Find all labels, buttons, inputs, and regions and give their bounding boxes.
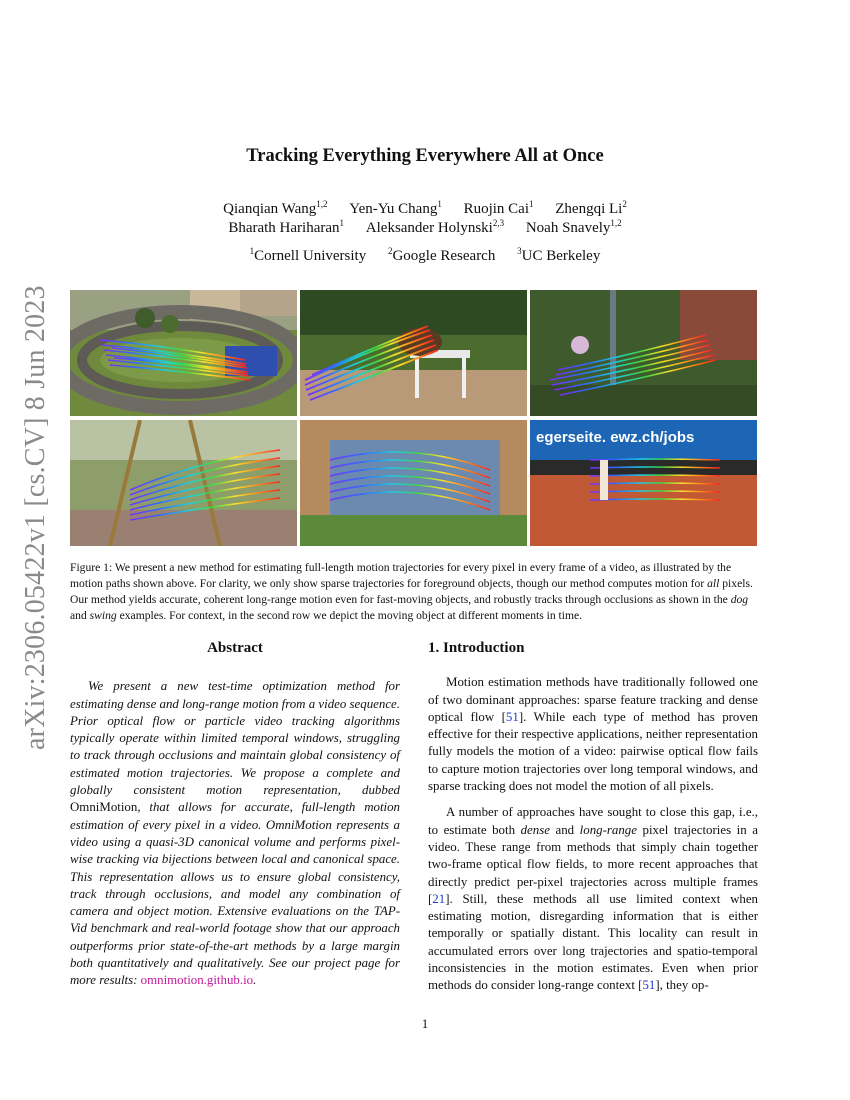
teaser-figure xyxy=(70,290,757,546)
author: Zhengqi Li$^2$ xyxy=(555,199,627,217)
citation-link[interactable]: 21 xyxy=(432,891,446,906)
abstract-heading: Abstract xyxy=(207,640,263,656)
project-link[interactable]: omnimotion.github.io xyxy=(140,973,254,988)
introduction-section xyxy=(428,640,758,1004)
page-number: 1 xyxy=(421,1016,429,1031)
arxiv-stamp: arXiv:2306.05422v1 [cs.CV] 8 Jun 2023 xyxy=(20,285,51,750)
author: Yen-Yu Chang$^1$ xyxy=(349,199,442,217)
figure-tile-skater xyxy=(300,420,527,546)
affiliations xyxy=(0,248,850,265)
figure-tile-horse xyxy=(300,290,527,416)
citation-link[interactable]: 51 xyxy=(505,709,519,724)
citation-link[interactable]: 51 xyxy=(642,978,656,993)
intro-paragraph-1: Motion estimation methods have traditionally followed one of two dominant approaches: sparse feature tracking and dense optical flow [51]. While each type of method has proven effective for their respective applications, neither representation fully models the motion of a video: pairwise optical flow fails to capture motion trajectories over long temporal windows, and sparse tracking does not model the motion of all pixels. xyxy=(428,675,758,794)
figure-tile-dog xyxy=(530,290,757,416)
affiliation: $^3$UC Berkeley xyxy=(517,246,601,264)
figure-tile-tennis xyxy=(530,420,757,546)
author: Ruojin Cai$^1$ xyxy=(463,199,534,217)
introduction-heading: 1. Introduction xyxy=(428,640,525,656)
abstract-section xyxy=(70,640,400,990)
figure-tile-train xyxy=(70,290,297,416)
paper-title: Tracking Everything Everywhere All at Once xyxy=(246,146,604,166)
banner-text: egerseite. ewz.ch/jobs xyxy=(536,429,695,446)
affiliation: $^1$Cornell University xyxy=(249,246,367,264)
author: Noah Snavely$^{1,2}$ xyxy=(525,218,622,236)
author: Qianqian Wang$^{1,2}$ xyxy=(223,199,328,217)
affiliation: $^2$Google Research xyxy=(387,246,496,264)
figure-caption: Figure 1: We present a new method for estimating full-length motion trajectories for every pixel in every frame of a video, as illustrated by the motion paths shown above. For clarity, we only show sparse trajectories for foreground objects, though our method computes motion for all pixels. Our method yields accurate, coherent long-range motion even for fast-moving objects, and robustly tracks through occlusions as shown in the dog and swing examples. For context, in the second row we depict the moving object at different moments in time. xyxy=(70,561,753,622)
intro-paragraph-2: A number of approaches have sought to close this gap, i.e., to estimate both dense and long-range pixel trajectories in a video. These range from methods that simply chain together two-frame optical flow fields, to more recent approaches that directly predict per-pixel trajectories across multiple frames [21]. Still, these methods all use limited context when estimating motion, disregarding information that is either temporally or spatially distant. This locality can result in accumulated errors over long trajectories and spatio-temporal inconsistencies in the motion estimates. Even when prior methods do consider long-range context [51], they op- xyxy=(428,805,758,993)
abstract-body: We present a new test-time optimization method for estimating dense and long-range motion from a video sequence. Prior optical flow or particle video tracking algorithms typically operate within limited temporal windows, struggling to track through occlusions and maintain global consistency of estimated motion trajectories. We propose a complete and globally consistent motion representation, dubbed OmniMotion, that allows for accurate, full-length motion estimation of every pixel in a video. OmniMotion represents a video using a quasi-3D canonical volume and performs pixel-wise tracking via bijections between local and canonical space. This representation allows us to ensure global consistency, track through occlusions, and model any combination of camera and object motion. Extensive evaluations on the TAP-Vid benchmark and real-world footage show that our approach outperforms prior state-of-the-art methods by a large margin both quantitatively and qualitatively. See our project page for more results: omnimotion.github.io. xyxy=(70,679,400,988)
author: Bharath Hariharan$^1$ xyxy=(228,218,345,236)
figure-tile-swing xyxy=(70,420,297,546)
author: Aleksander Holynski$^{2,3}$ xyxy=(365,218,505,236)
author-line-2 xyxy=(0,220,850,237)
author-line-1 xyxy=(0,201,850,218)
